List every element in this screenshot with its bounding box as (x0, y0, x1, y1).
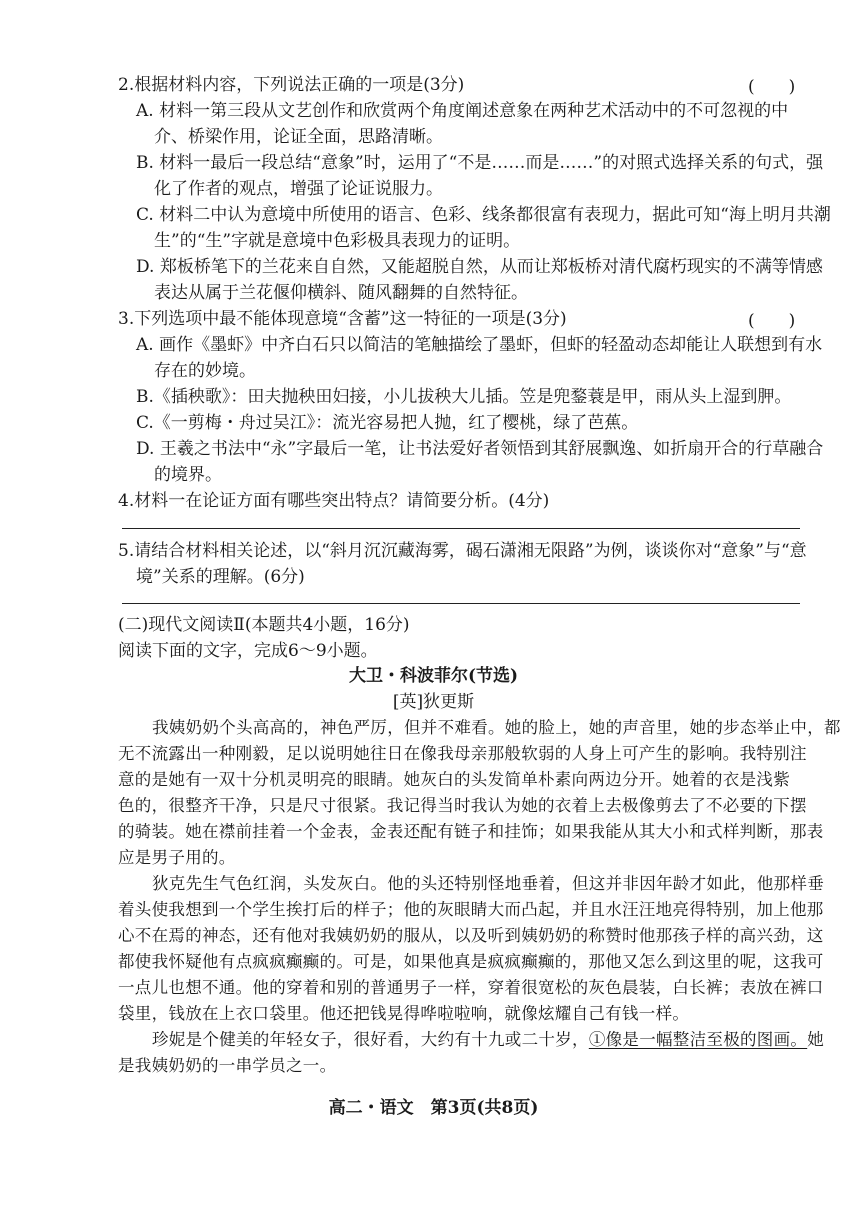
q2-option-c-line1: C. 材料二中认为意境中所使用的语言、色彩、线条都很富有表现力，据此可知“海上明月共潮 (136, 205, 831, 225)
q2-answer-parens: ( ) (748, 77, 796, 97)
p2-line4: 都使我怀疑他有点疯疯癫癫的。可是，如果他真是疯疯癫癫的，那他又怎么到这里的呢，这我可 (118, 952, 824, 971)
q5-answer-line[interactable] (122, 603, 800, 604)
q4-answer-line[interactable] (122, 528, 800, 529)
q3-option-b: B.《插秧歌》：田夫抛秧田妇接，小儿拔秧大儿插。笠是兜鍪蓑是甲，雨从头上湿到胛。 (136, 387, 792, 407)
p1-line3: 意的是她有一双十分机灵明亮的眼睛。她灰白的头发简单朴素向两边分开。她着的衣是浅紫 (118, 770, 790, 789)
q2-option-d-line1: D. 郑板桥笔下的兰花来自自然，又能超脱自然，从而让郑板桥对清代腐朽现实的不满等情感 (136, 257, 823, 277)
p1-line2: 无不流露出一种刚毅，足以说明她往日在像我母亲那般软弱的人身上可产生的影响。我特别注 (118, 744, 807, 763)
section-instruction: 阅读下面的文字，完成6～9小题。 (118, 641, 378, 661)
section-heading: (二)现代文阅读Ⅱ(本题共4小题，16分) (118, 615, 410, 635)
p2-line5: 一点儿也想不通。他的穿着和别的普通男子一样，穿着很宽松的灰色晨装，白长裤；表放在裤口 (118, 978, 824, 997)
q2-stem: 2.根据材料内容，下列说法正确的一项是(3分) (118, 75, 465, 95)
page-footer: 高二・语文 第3页(共8页) (328, 1098, 539, 1118)
q3-option-c: C.《一剪梅・舟过吴江》：流光容易把人抛，红了樱桃，绿了芭蕉。 (136, 413, 639, 433)
p1-line6: 应是男子用的。 (118, 848, 236, 867)
q3-option-d-line1: D. 王羲之书法中“永”字最后一笔，让书法爱好者领悟到其舒展飘逸、如折扇开合的行草融合 (136, 439, 824, 459)
q4-stem: 4.材料一在论证方面有哪些突出特点？请简要分析。(4分) (118, 491, 550, 511)
q2-option-d-line2: 表达从属于兰花偃仰横斜、随风翻舞的自然特征。 (154, 283, 528, 303)
q5-line1: 5.请结合材料相关论述，以“斜月沉沉藏海雾，碣石潇湘无限路”为例，谈谈你对“意象”与“意 (118, 541, 807, 561)
p2-line2: 着头使我想到一个学生挨打后的样子；他的灰眼睛大而凸起，并且水汪汪地亮得特别，加上他那 (118, 900, 824, 919)
p1-line4: 色的，很整齐干净，只是尺寸很紧。我记得当时我认为她的衣着上去极像剪去了不必要的下摆 (118, 796, 807, 815)
p3-line2: 是我姨奶奶的一串学员之一。 (118, 1056, 337, 1075)
p3-text-post: 她 (807, 1030, 825, 1049)
q2-option-a-line2: 介、桥梁作用，论证全面，思路清晰。 (154, 127, 443, 147)
passage-author: [英]狄更斯 (392, 692, 475, 712)
p2-line6: 袋里，钱放在上衣口袋里。他还把钱晃得哗啦啦响，就像炫耀自己有钱一样。 (118, 1004, 690, 1023)
q2-option-b-line2: 化了作者的观点，增强了论证说服力。 (154, 179, 443, 199)
p1-line5: 的骑装。她在襟前挂着一个金表，金表还配有链子和挂饰；如果我能从其大小和式样判断，那表 (118, 822, 824, 841)
q3-stem: 3.下列选项中最不能体现意境“含蓄”这一特征的一项是(3分) (118, 309, 567, 329)
q2-option-c-line2: 生”的“生”字就是意境中色彩极具表现力的证明。 (154, 231, 521, 251)
marked-sentence-1: ①像是一幅整洁至极的图画。 (588, 1030, 808, 1049)
p3-line1 (152, 1027, 824, 1053)
passage-title: 大卫・科波菲尔(节选) (348, 666, 519, 686)
q2-option-b-line1: B. 材料一最后一段总结“意象”时，运用了“不是……而是……”的对照式选择关系的句式，强 (136, 153, 824, 173)
p3-text-pre: 珍妮是个健美的年轻女子，很好看，大约有十九或二十岁， (152, 1030, 589, 1049)
q2-option-a-line1: A. 材料一第三段从文艺创作和欣赏两个角度阐述意象在两种艺术活动中的不可忽视的中 (136, 101, 789, 121)
q5-line2: 境”关系的理解。(6分) (136, 567, 305, 587)
q3-answer-parens: ( ) (748, 311, 796, 331)
q3-option-d-line2: 的境界。 (154, 465, 222, 485)
p1-line1: 我姨奶奶个头高高的，神色严厉，但并不难看。她的脸上，她的声音里，她的步态举止中，都 (152, 718, 841, 737)
q3-option-a-line2: 存在的妙境。 (154, 361, 256, 381)
p2-line1: 狄克先生气色红润，头发灰白。他的头还特别怪地垂着，但这并非因年龄才如此，他那样垂 (152, 874, 824, 893)
q3-option-a-line1: A. 画作《墨虾》中齐白石只以简洁的笔触描绘了墨虾，但虾的轻盈动态却能让人联想到有水 (136, 335, 823, 355)
p2-line3: 心不在焉的神态，还有他对我姨奶奶的服从，以及听到姨奶奶的称赞时他那孩子样的高兴劲，这 (118, 926, 824, 945)
